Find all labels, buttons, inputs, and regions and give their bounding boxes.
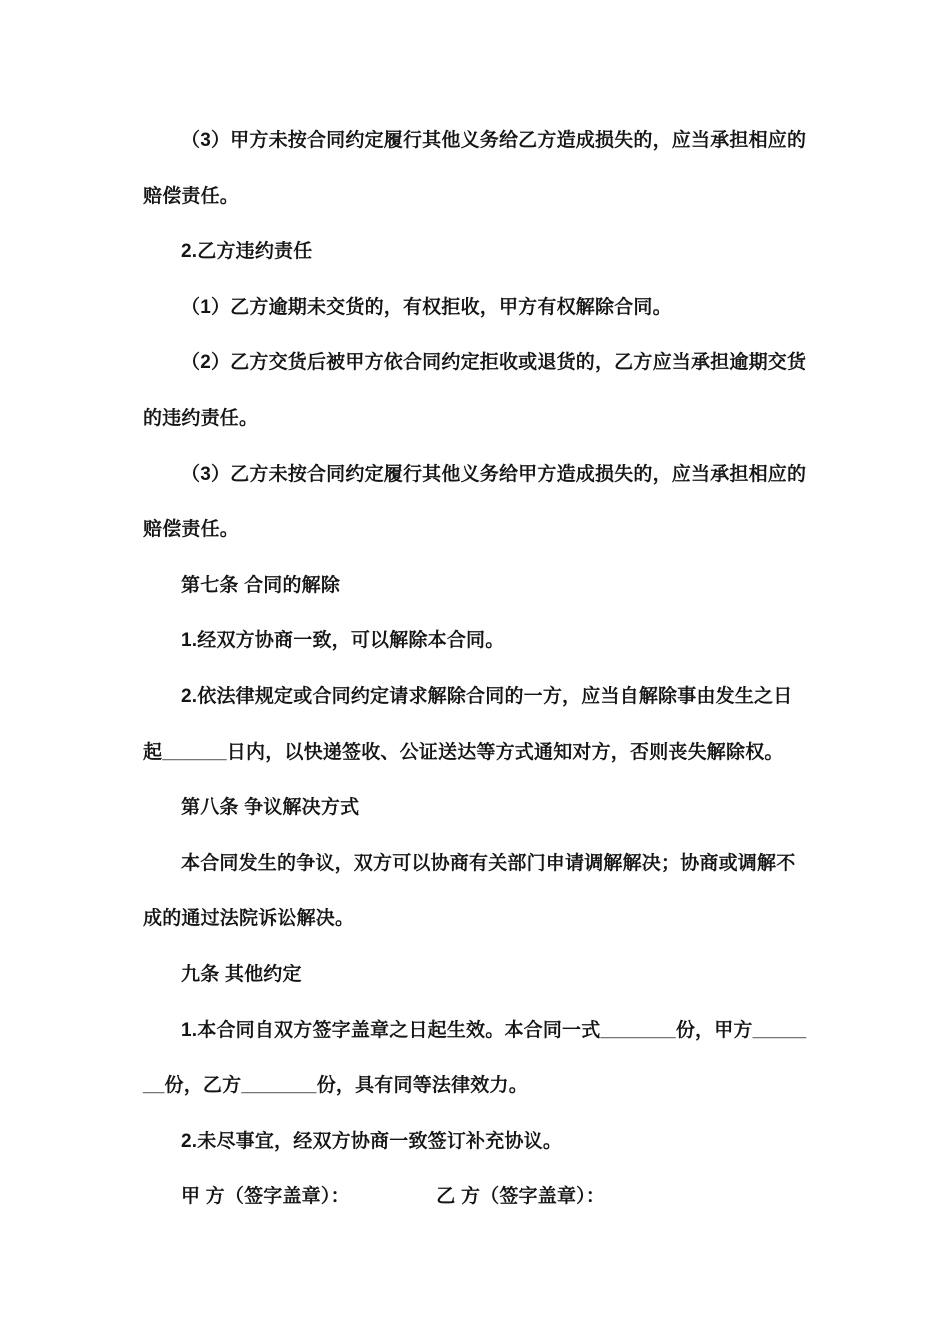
contract-paragraph: 第七条 合同的解除 <box>181 574 341 596</box>
contract-paragraph: 九条 其他约定 <box>181 963 302 985</box>
contract-paragraph: 2.乙方违约责任 <box>181 241 313 263</box>
contract-paragraph: （1）乙方逾期未交货的，有权拒收，甲方有权解除合同。 <box>181 296 672 318</box>
contract-paragraph: 甲 方（签字盖章）： 乙 方（签字盖章）： <box>181 1186 606 1208</box>
contract-paragraph: 2.依法律规定或合同约定请求解除合同的一方，应当自解除事由发生之日起______日内，以快递签收、公证送达等方式通知对方，否则丧失解除权。 <box>143 685 793 763</box>
contract-paragraph: （2）乙方交货后被甲方依合同约定拒收或退货的，乙方应当承担逾期交货的违约责任。 <box>143 352 807 429</box>
contract-paragraph: 1.经双方协商一致，可以解除本合同。 <box>181 630 505 652</box>
contract-paragraph: 本合同发生的争议，双方可以协商有关部门申请调解解决；协商或调解不成的通过法院诉讼解决。 <box>143 852 796 930</box>
contract-paragraph: （3）乙方未按合同约定履行其他义务给甲方造成损失的，应当承担相应的赔偿责任。 <box>143 463 807 541</box>
contract-paragraph: 1.本合同自双方签字盖章之日起生效。本合同一式_______份，甲方_______份，乙方_______份，具有同等法律效力。 <box>143 1019 807 1097</box>
contract-paragraph: （3）甲方未按合同约定履行其他义务给乙方造成损失的，应当承担相应的赔偿责任。 <box>143 130 807 207</box>
contract-body <box>143 113 809 1225</box>
contract-paragraph: 2.未尽事宜，经双方协商一致签订补充协议。 <box>181 1130 563 1152</box>
contract-paragraph: 第八条 争议解决方式 <box>181 797 360 819</box>
